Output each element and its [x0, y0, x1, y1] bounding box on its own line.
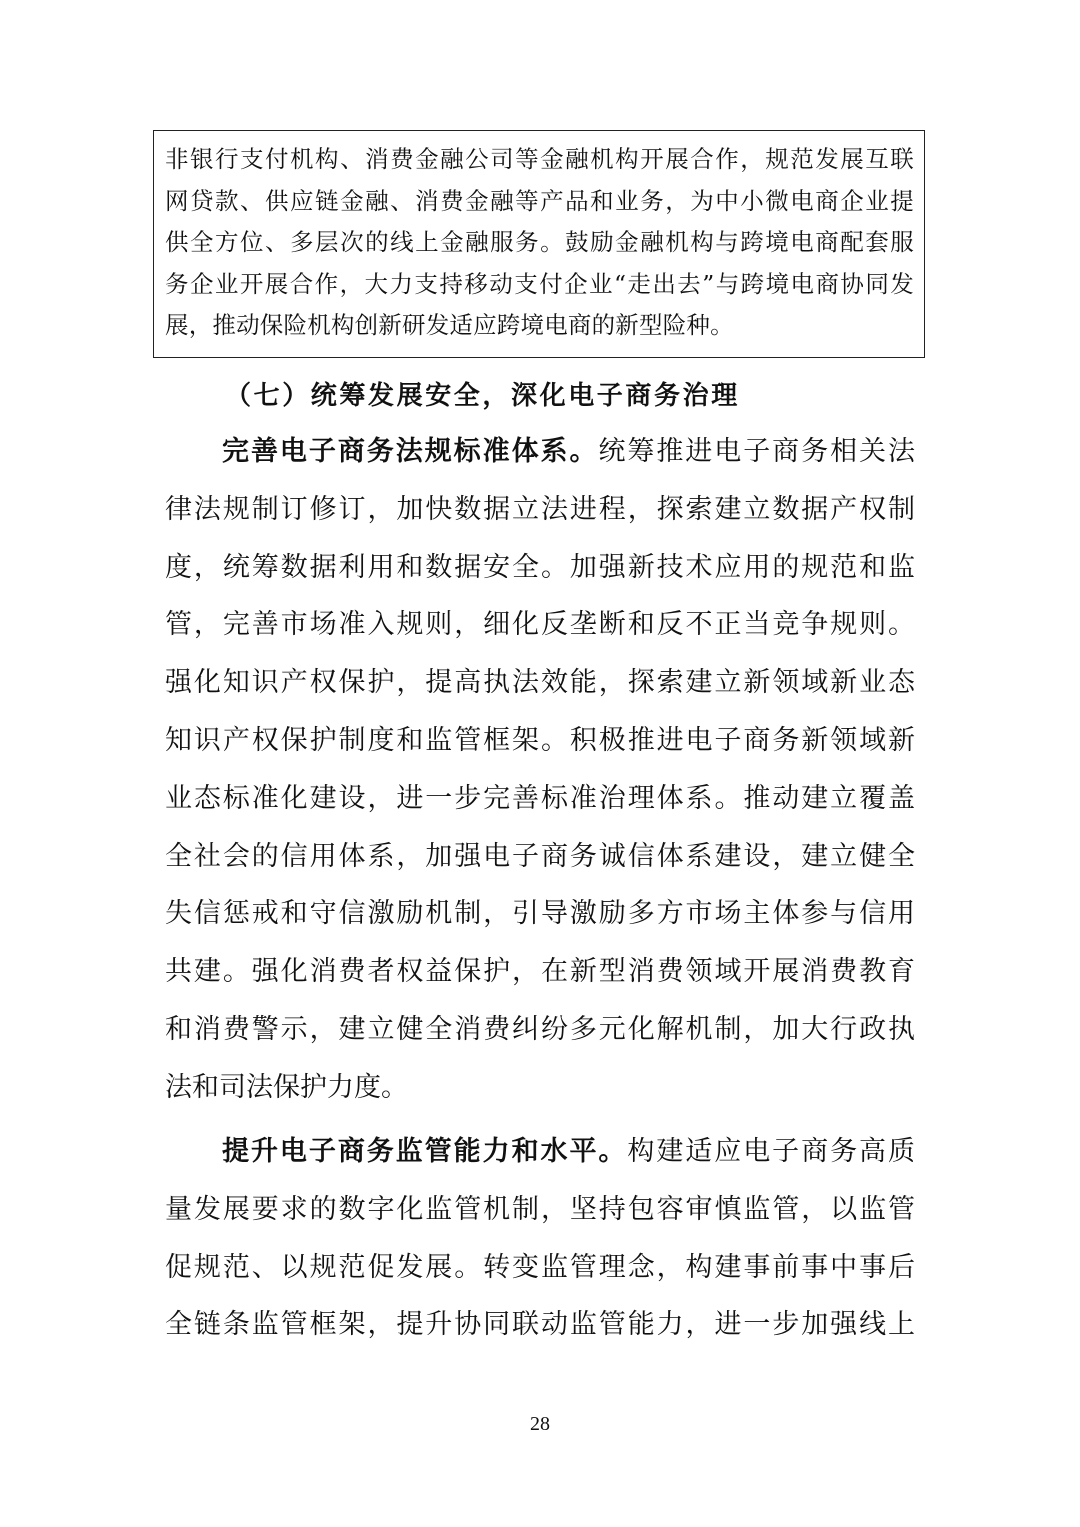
paragraph-bold-lead: 提升电子商务监管能力和水平。 [222, 1136, 628, 1167]
paragraph-regulation [165, 423, 915, 1117]
paragraph-line: 失信惩戒和守信激励机制，引导激励多方市场主体参与信用 [165, 898, 915, 930]
paragraph-line: 业态标准化建设，进一步完善标准治理体系。推动建立覆盖 [165, 782, 915, 814]
paragraph-line: 强化知识产权保护，提高执法效能，探索建立新领域新业态 [165, 667, 915, 699]
paragraph-text: 构建适应电子商务高质 [627, 1136, 915, 1167]
box-line: 展，推动保险机构创新研发适应跨境电商的新型险种。 [165, 311, 734, 340]
paragraph-line: 全链条监管框架，提升协同联动监管能力，进一步加强线上 [165, 1309, 915, 1341]
paragraph-first-line [165, 1123, 915, 1181]
paragraph-line: 量发展要求的数字化监管机制，坚持包容审慎监管，以监管 [165, 1193, 915, 1225]
paragraph-line: 促规范、以规范促发展。转变监管理念，构建事前事中事后 [165, 1251, 915, 1283]
paragraph-line: 管，完善市场准入规则，细化反垄断和反不正当竞争规则。 [165, 609, 915, 641]
boxed-text [153, 130, 925, 358]
paragraph-line: 律法规制订修订，加快数据立法进程，探索建立数据产权制 [165, 493, 915, 525]
paragraph-line: 知识产权保护制度和监管框架。积极推进电子商务新领域新 [165, 724, 915, 756]
paragraph-line: 全社会的信用体系，加强电子商务诚信体系建设，建立健全 [165, 840, 915, 872]
box-line: 非银行支付机构、消费金融公司等金融机构开展合作，规范发展互联 [165, 145, 914, 173]
paragraph-line: 共建。强化消费者权益保护，在新型消费领域开展消费教育 [165, 956, 915, 988]
section-heading: （七）统筹发展安全，深化电子商务治理 [225, 381, 740, 411]
paragraph-bold-lead: 完善电子商务法规标准体系。 [222, 436, 599, 467]
page-number: 28 [530, 1413, 550, 1435]
box-line: 务企业开展合作，大力支持移动支付企业“走出去”与跨境电商协同发 [165, 269, 914, 298]
paragraph-first-line [165, 423, 915, 481]
paragraph-supervision [165, 1123, 915, 1354]
box-line: 供全方位、多层次的线上金融服务。鼓励金融机构与跨境电商配套服 [165, 228, 914, 257]
box-line: 网贷款、供应链金融、消费金融等产品和业务，为中小微电商企业提 [165, 186, 914, 215]
paragraph-line: 度，统筹数据利用和数据安全。加强新技术应用的规范和监 [165, 551, 915, 583]
paragraph-text: 统筹推进电子商务相关法 [598, 436, 916, 467]
paragraph-line: 法和司法保护力度。 [165, 1071, 408, 1103]
paragraph-line: 和消费警示，建立健全消费纠纷多元化解机制，加大行政执 [165, 1013, 915, 1045]
